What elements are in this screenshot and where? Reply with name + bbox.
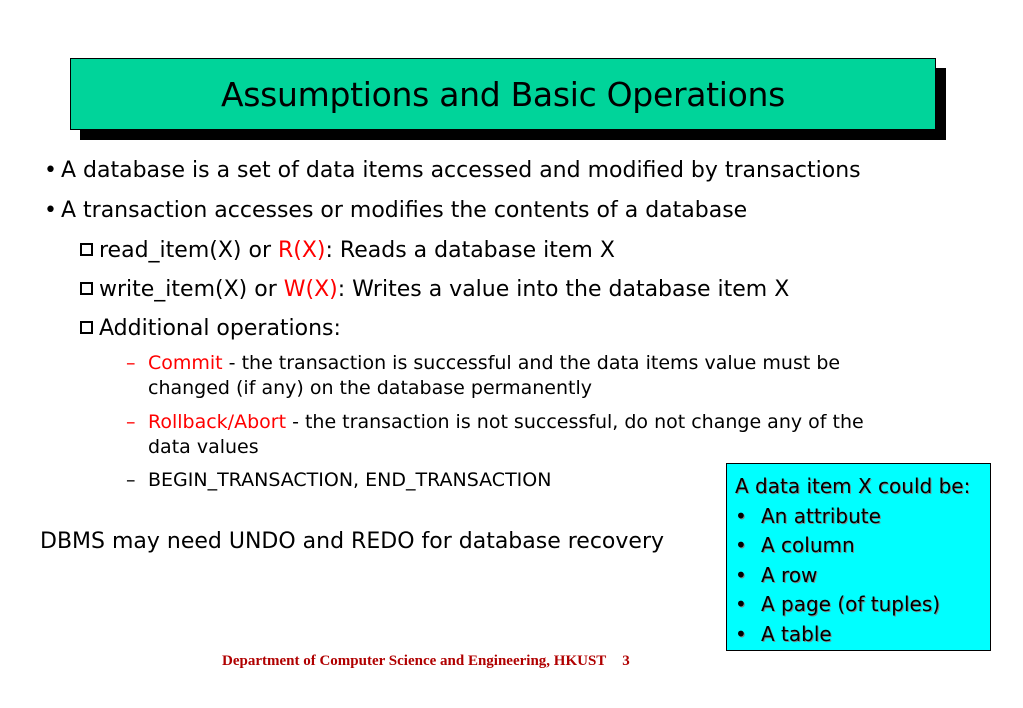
bullet-transaction-definition: • A transaction accesses or modifies the contents of a database [44, 198, 748, 223]
subbullet-read-item: read_item(X) or R(X): Reads a database item X [80, 238, 615, 263]
subbullet-write-item: write_item(X) or W(X): Writes a value into the database item X [80, 277, 789, 302]
square-bullet-icon [80, 282, 93, 295]
dash-bullet-icon: – [126, 469, 136, 491]
bullet-dot-icon: • [44, 158, 57, 183]
title-box [70, 58, 936, 130]
dash-bullet-icon: – [126, 411, 136, 433]
bullet-database-definition: • A database is a set of data items accessed and modified by transactions [44, 158, 861, 183]
op-commit-continued: changed (if any) on the database permanently [148, 377, 593, 399]
data-item-sidebox [726, 463, 991, 651]
square-bullet-icon [80, 321, 93, 334]
page-number: 3 [622, 653, 630, 669]
list-item: • An attribute [735, 502, 990, 532]
op-begin-end: – BEGIN_TRANSACTION, END_TRANSACTION [126, 469, 552, 491]
list-item: • A row [735, 561, 990, 591]
op-rollback: – Rollback/Abort - the transaction is not successful, do not change any of the [126, 411, 864, 433]
write-short-form: W(X) [283, 277, 338, 302]
footer [222, 653, 630, 670]
bullet-dot-icon: • [735, 621, 747, 646]
bullet-dot-icon: • [735, 503, 747, 528]
dash-bullet-icon: – [126, 352, 136, 374]
slide-title: Assumptions and Basic Operations [220, 74, 786, 114]
bullet-dot-icon: • [735, 533, 747, 558]
list-item: • A column [735, 531, 990, 561]
op-commit: – Commit - the transaction is successful and the data items value must be [126, 352, 841, 374]
commit-term: Commit [148, 352, 223, 374]
sidebox-heading: A data item X could be: [735, 474, 971, 498]
dbms-note: DBMS may need UNDO and REDO for database recovery [40, 529, 665, 554]
subbullet-additional-operations: Additional operations: [80, 316, 341, 341]
rollback-term: Rollback/Abort [148, 411, 287, 433]
footer-department: Department of Computer Science and Engineering, HKUST [222, 653, 607, 669]
bullet-dot-icon: • [44, 198, 57, 223]
list-item: • A page (of tuples) [735, 590, 990, 620]
read-short-form: R(X) [277, 238, 326, 263]
bullet-dot-icon: • [735, 592, 747, 617]
square-bullet-icon [80, 243, 93, 256]
op-rollback-continued: data values [148, 436, 259, 458]
list-item: • A table [735, 620, 990, 650]
bullet-dot-icon: • [735, 562, 747, 587]
